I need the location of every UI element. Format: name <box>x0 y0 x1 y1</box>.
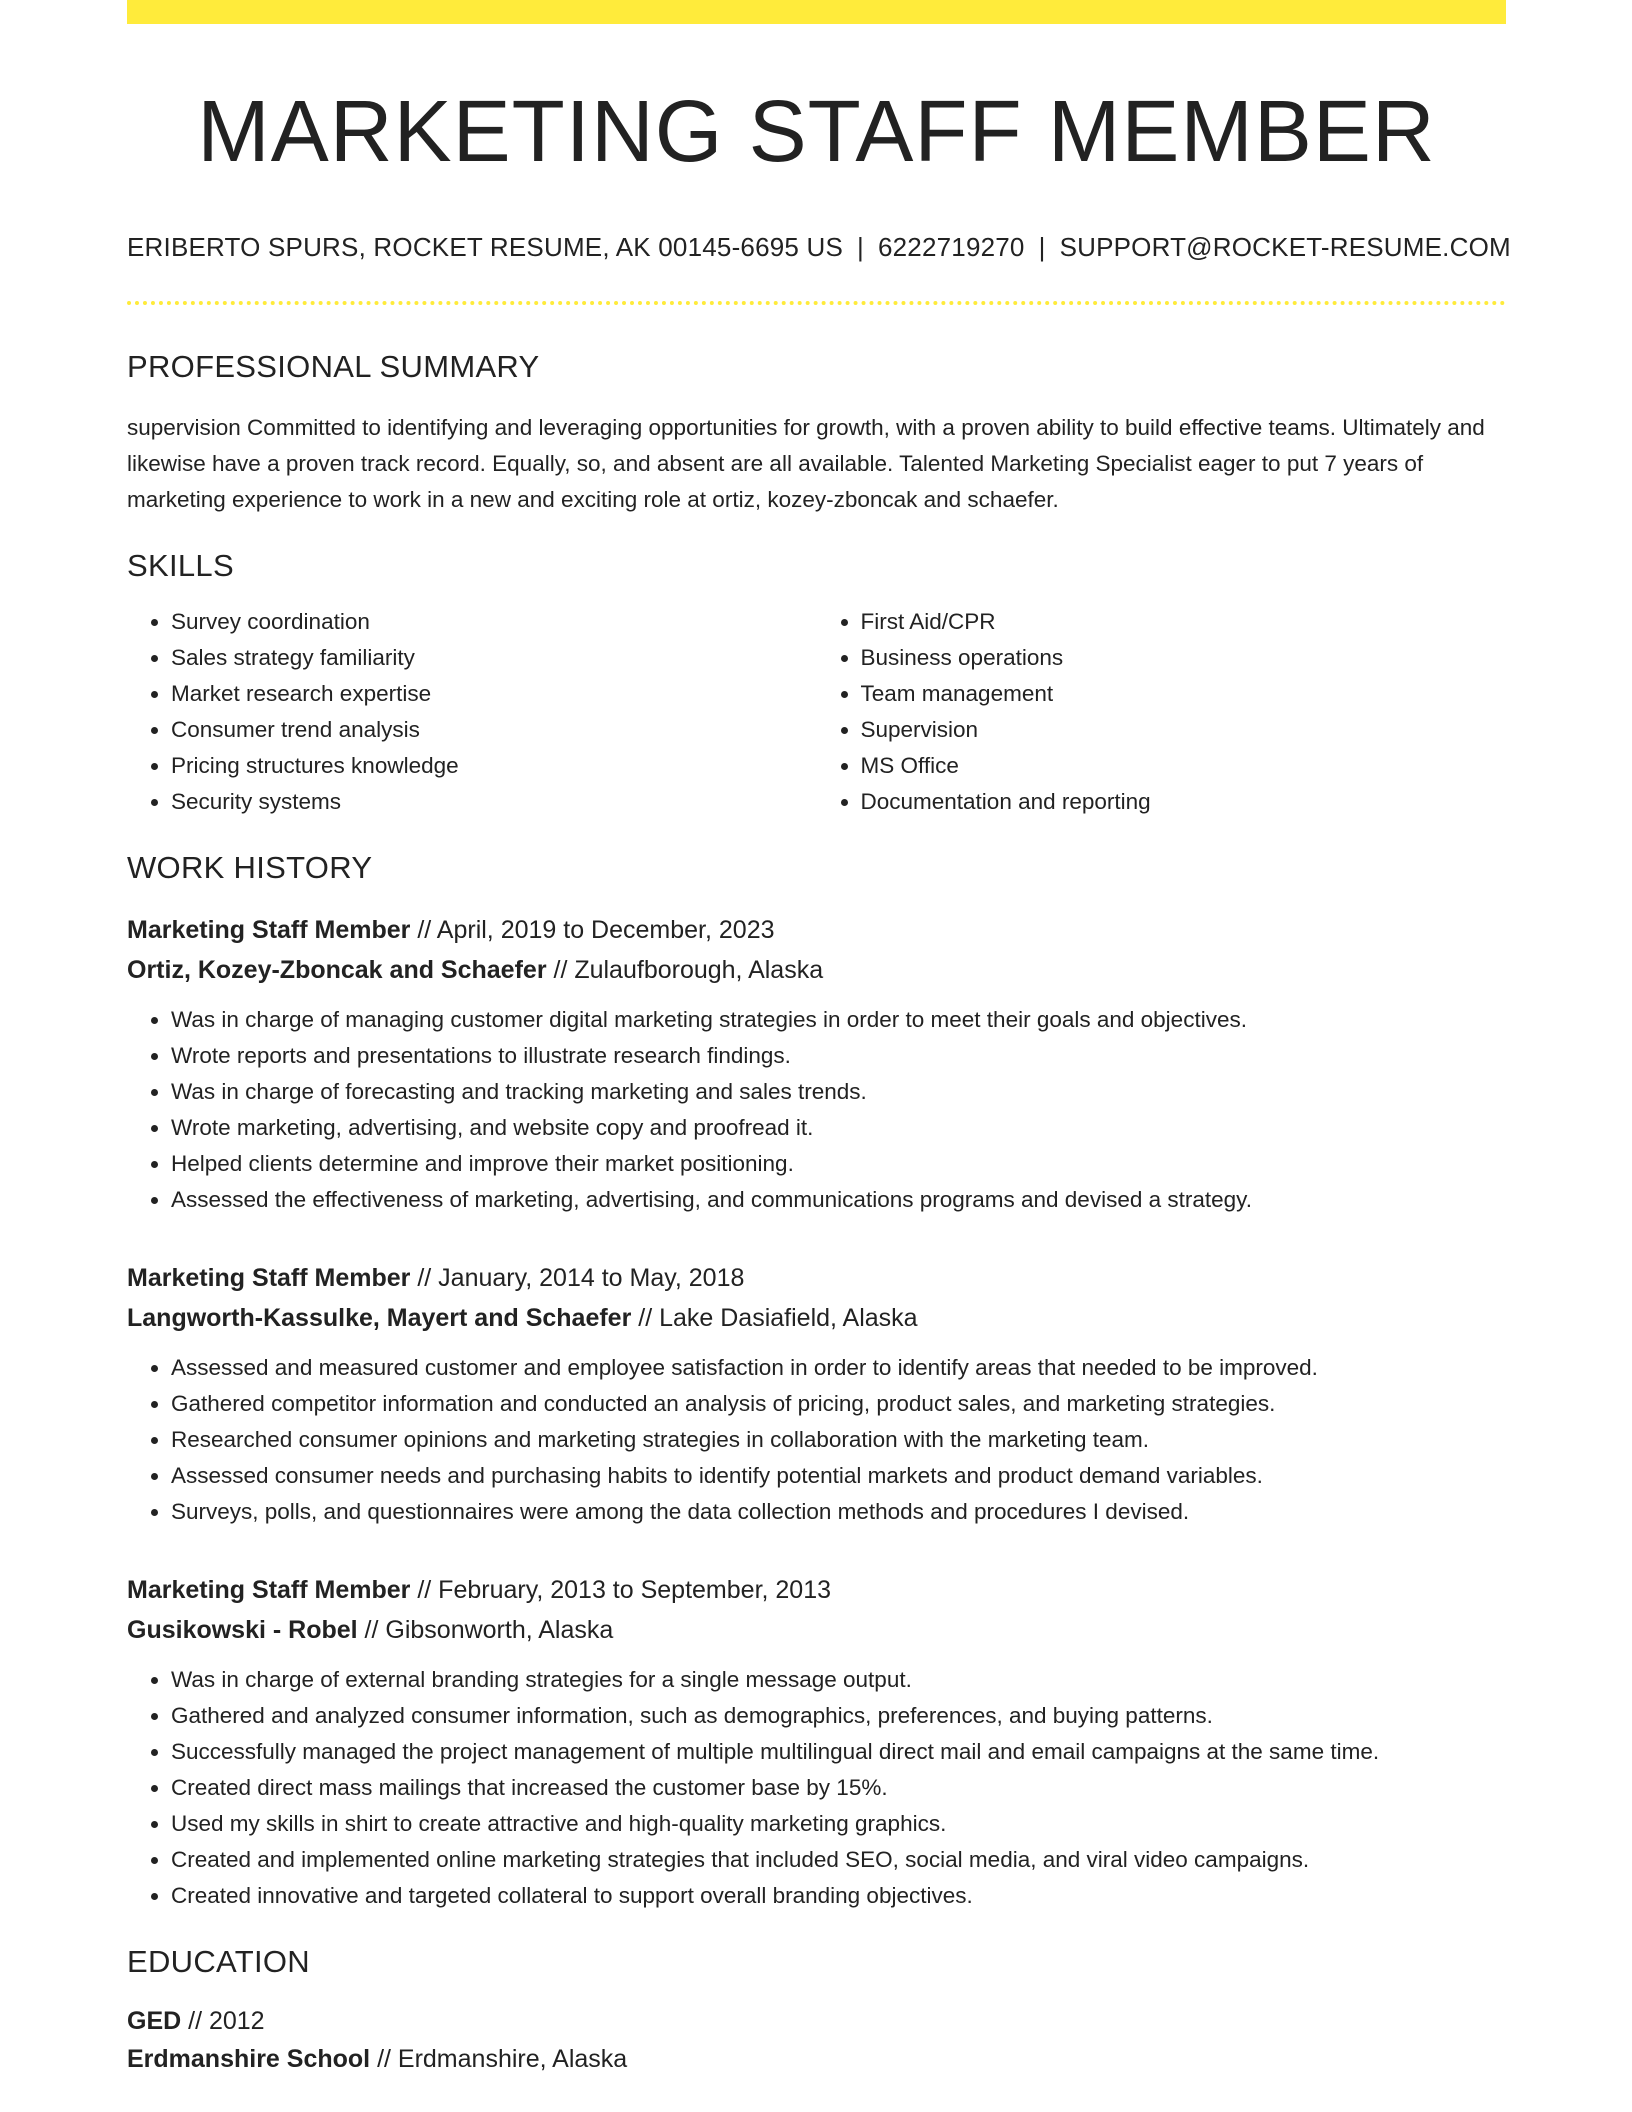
skill-item: • First Aid/CPR <box>861 604 1507 640</box>
page-title: MARKETING STAFF MEMBER <box>197 83 1436 180</box>
skill-item: • Security systems <box>171 784 817 820</box>
job-bullet: • Helped clients determine and improve their market positioning. <box>171 1146 1506 1182</box>
job-bullets <box>127 1002 1506 1218</box>
skills-heading: SKILLS <box>127 547 234 583</box>
job-entry <box>127 1258 1506 1530</box>
education-school-line <box>127 2040 1506 2078</box>
job-dates: // January, 2014 to May, 2018 <box>410 1263 745 1292</box>
accent-bar <box>127 0 1506 24</box>
education-heading: EDUCATION <box>127 1943 310 1979</box>
job-entry <box>127 1570 1506 1914</box>
job-title-line <box>127 910 1506 950</box>
job-bullet: • Was in charge of forecasting and tracking marketing and sales trends. <box>171 1074 1506 1110</box>
job-bullet: • Successfully managed the project management of multiple multilingual direct mail and email campaigns at the same time. <box>171 1734 1506 1770</box>
job-company: Ortiz, Kozey-Zboncak and Schaefer <box>127 955 547 984</box>
job-company: Gusikowski - Robel <box>127 1615 358 1644</box>
contact-line <box>127 231 1511 263</box>
skills-left-list <box>127 604 817 820</box>
skill-item: • MS Office <box>861 748 1507 784</box>
summary-section <box>127 349 1506 518</box>
dotted-divider <box>127 301 1506 305</box>
job-location: // Gibsonworth, Alaska <box>357 1615 614 1644</box>
contact-email: SUPPORT@ROCKET-RESUME.COM <box>1059 231 1511 262</box>
job-bullet: • Surveys, polls, and questionnaires were among the data collection methods and procedures I devised. <box>171 1494 1506 1530</box>
contact-phone: 6222719270 <box>877 231 1025 262</box>
contact-separator: | <box>857 231 864 262</box>
education-school: Erdmanshire School <box>127 2044 371 2073</box>
job-bullet: • Was in charge of external branding strategies for a single message output. <box>171 1662 1506 1698</box>
job-bullet: • Assessed the effectiveness of marketing, advertising, and communications programs and devised a strategy. <box>171 1182 1506 1218</box>
skills-right-list <box>817 604 1507 820</box>
work-history-heading: WORK HISTORY <box>127 849 373 885</box>
job-bullet: • Created direct mass mailings that increased the customer base by 15%. <box>171 1770 1506 1806</box>
job-bullet: • Wrote reports and presentations to illustrate research findings. <box>171 1038 1506 1074</box>
education-year: // 2012 <box>181 2006 265 2035</box>
contact-address: ERIBERTO SPURS, ROCKET RESUME, AK 00145-6695 US <box>127 231 844 262</box>
resume-page <box>127 0 1511 2078</box>
job-company: Langworth-Kassulke, Mayert and Schaefer <box>127 1303 632 1332</box>
education-entry <box>127 2002 1506 2078</box>
summary-text: supervision Committed to identifying and leveraging opportunities for growth, with a proven ability to build effective teams. Ultimately and likewise have a proven track record. Equally, so, and absent are all available. Talented Marketing Specialist eager to put 7 years of marketing experience to work in a new and exciting role at ortiz, kozey-zboncak and schaefer. <box>127 414 1485 512</box>
summary-heading: PROFESSIONAL SUMMARY <box>127 348 540 384</box>
job-entry <box>127 910 1506 1218</box>
job-bullet: • Assessed consumer needs and purchasing habits to identify potential markets and product demand variables. <box>171 1458 1506 1494</box>
job-bullet: • Gathered competitor information and conducted an analysis of pricing, product sales, and marketing strategies. <box>171 1386 1506 1422</box>
skill-item: • Market research expertise <box>171 676 817 712</box>
skill-item: • Pricing structures knowledge <box>171 748 817 784</box>
education-section <box>127 1944 1506 2078</box>
skill-item: • Sales strategy familiarity <box>171 640 817 676</box>
job-bullets <box>127 1350 1506 1530</box>
job-title-line <box>127 1570 1506 1610</box>
education-degree-line <box>127 2002 1506 2040</box>
skills-columns <box>127 604 1506 820</box>
skill-item: • Survey coordination <box>171 604 817 640</box>
skill-item: • Documentation and reporting <box>861 784 1507 820</box>
job-bullet: • Used my skills in shirt to create attractive and high-quality marketing graphics. <box>171 1806 1506 1842</box>
education-location: // Erdmanshire, Alaska <box>370 2044 628 2073</box>
job-title-line <box>127 1258 1506 1298</box>
job-title: Marketing Staff Member <box>127 1263 411 1292</box>
skills-section <box>127 548 1506 820</box>
job-bullet: • Wrote marketing, advertising, and website copy and proofread it. <box>171 1110 1506 1146</box>
education-degree: GED <box>127 2006 182 2035</box>
job-location: // Lake Dasiafield, Alaska <box>631 1303 918 1332</box>
skill-item: • Business operations <box>861 640 1507 676</box>
job-company-line <box>127 950 1506 990</box>
job-bullet: • Was in charge of managing customer digital marketing strategies in order to meet their goals and objectives. <box>171 1002 1506 1038</box>
skill-item: • Supervision <box>861 712 1507 748</box>
work-history-section <box>127 850 1506 1914</box>
job-bullet: • Created innovative and targeted collateral to support overall branding objectives. <box>171 1878 1506 1914</box>
job-company-line <box>127 1298 1506 1338</box>
job-bullet: • Researched consumer opinions and marketing strategies in collaboration with the marketing team. <box>171 1422 1506 1458</box>
job-bullet: • Gathered and analyzed consumer information, such as demographics, preferences, and buying patterns. <box>171 1698 1506 1734</box>
job-company-line <box>127 1610 1506 1650</box>
skill-item: • Consumer trend analysis <box>171 712 817 748</box>
job-dates: // April, 2019 to December, 2023 <box>410 915 775 944</box>
job-bullets <box>127 1662 1506 1914</box>
job-dates: // February, 2013 to September, 2013 <box>410 1575 832 1604</box>
job-title: Marketing Staff Member <box>127 915 411 944</box>
job-location: // Zulaufborough, Alaska <box>546 955 824 984</box>
job-title: Marketing Staff Member <box>127 1575 411 1604</box>
skill-item: • Team management <box>861 676 1507 712</box>
job-bullet: • Assessed and measured customer and employee satisfaction in order to identify areas that needed to be improved. <box>171 1350 1506 1386</box>
contact-separator: | <box>1038 231 1046 262</box>
job-bullet: • Created and implemented online marketing strategies that included SEO, social media, and viral video campaigns. <box>171 1842 1506 1878</box>
